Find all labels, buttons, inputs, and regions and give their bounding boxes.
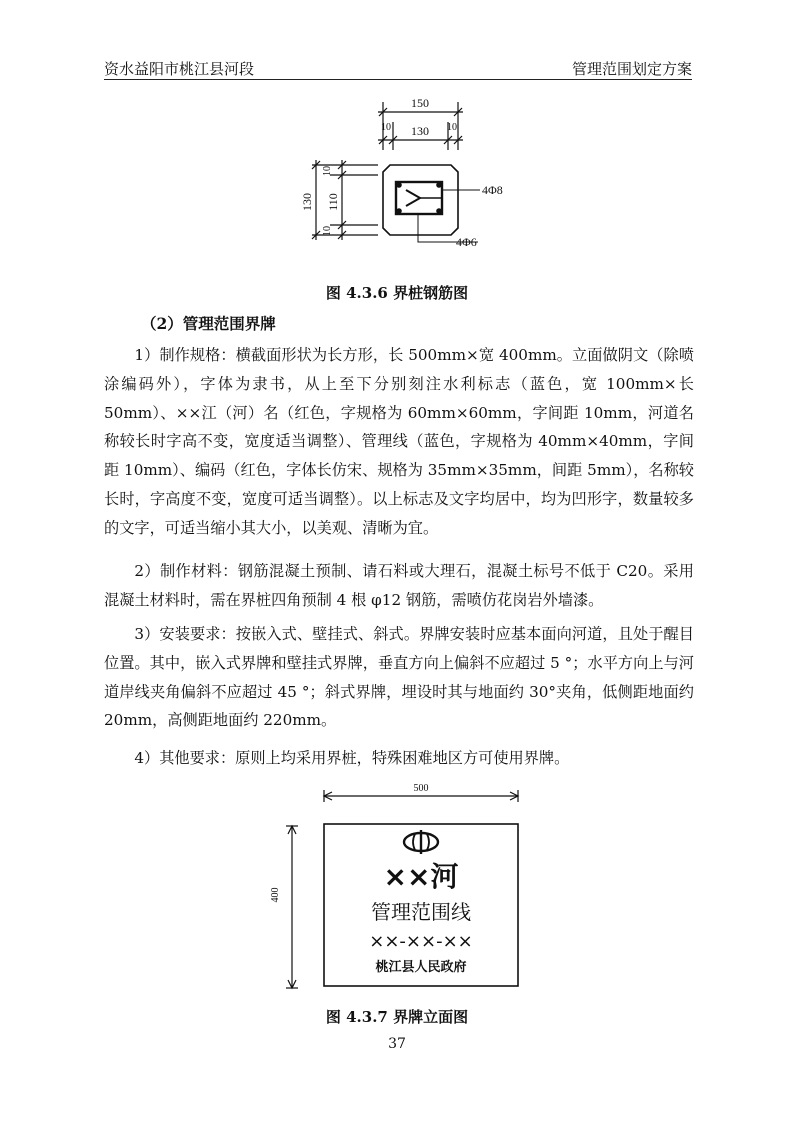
dim-top-150: 150 bbox=[411, 96, 429, 110]
paragraph-spec: 1）制作规格：横截面形状为长方形，长 500mm×宽 400mm。立面做阴文（除喷涂编码外），字体为隶书，从上至下分别刻注水利标志（蓝色，宽 100mm×长 50mm）、××江（河）名（红色，字规格为 60mm×60mm，字间距 10mm，河道名称较长时字高不变，宽度适当调整）、管理线（蓝色，字规格为 40mm×40mm，字间距 10mm）、编码（红色，字体长仿宋、规格为 35mm×35mm，间距 5mm），名称较长时，字高度不变，宽度可适当调整）。以上标志及文字均居中，均为凹形字，数量较多的文字，可适当缩小其大小，以美观、清晰为宜。 bbox=[104, 346, 694, 537]
section-title: （2）管理范围界牌 bbox=[141, 314, 276, 333]
rebar-tie-label: 4Φ6 bbox=[456, 235, 477, 249]
dim-left-bottom-cover: 10 bbox=[322, 226, 333, 236]
dim-top-left-cover: 10 bbox=[381, 122, 391, 133]
dim-left-110: 110 bbox=[326, 193, 340, 211]
header-left-title: 资水益阳市桃江县河段 bbox=[104, 60, 255, 78]
dim-top-130: 130 bbox=[411, 124, 429, 138]
sign-line-name: 管理范围线 bbox=[371, 900, 471, 924]
sign-elevation-drawing bbox=[270, 776, 538, 1002]
dim-left-top-cover: 10 bbox=[322, 166, 333, 176]
page-number: 37 bbox=[388, 1036, 406, 1052]
header-rule bbox=[104, 79, 692, 80]
sign-height-label: 400 bbox=[270, 887, 281, 903]
paragraph-other: 4）其他要求：原则上均采用界桩，特殊困难地区方可使用界牌。 bbox=[134, 749, 570, 767]
paragraph-install: 3）安装要求：按嵌入式、壁挂式、斜式。界牌安装时应基本面向河道，且处于醒目位置。其中，嵌入式界牌和壁挂式界牌，垂直方向上偏斜不应超过 5 °；水平方向上与河道岸线夹角偏斜不应超过 45 °；斜式界牌，埋设时其与地面约 30°夹角，低侧距地面约 20mm，高侧距地面约 220mm。 bbox=[104, 625, 694, 730]
dim-top-right-cover: 10 bbox=[447, 122, 457, 133]
rebar-drawing bbox=[300, 90, 520, 260]
sign-river-name: ××河 bbox=[383, 860, 459, 893]
dim-left-130: 130 bbox=[300, 193, 314, 211]
paragraph-material: 2）制作材料：钢筋混凝土预制、请石料或大理石，混凝土标号不低于 C20。采用混凝土材料时，需在界桩四角预制 4 根 φ12 钢筋，需喷仿花岗岩外墙漆。 bbox=[104, 562, 694, 609]
figure-caption-4-3-6: 图 4.3.6 界桩钢筋图 bbox=[325, 284, 469, 302]
header-right-title: 管理范围划定方案 bbox=[571, 60, 692, 78]
sign-authority: 桃江县人民政府 bbox=[375, 960, 467, 975]
rebar-main-label: 4Φ8 bbox=[482, 183, 503, 197]
figure-caption-4-3-7: 图 4.3.7 界牌立面图 bbox=[325, 1008, 469, 1026]
sign-code: ××-××-×× bbox=[369, 931, 473, 952]
sign-width-label: 500 bbox=[413, 783, 429, 794]
